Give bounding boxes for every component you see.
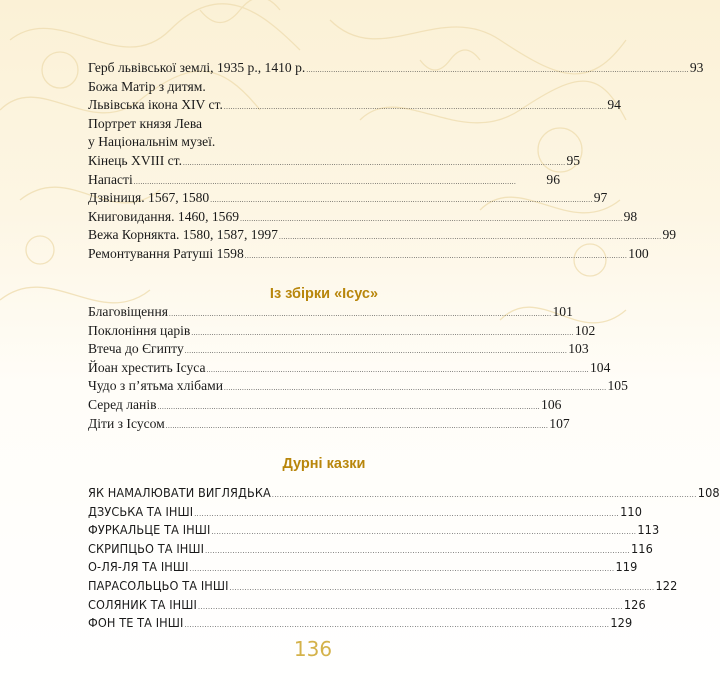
section-title-durni-kazky: Дурні казки [282,456,366,472]
entry-title: О-ЛЯ-ЛЯ ТА ІНШІ [88,559,189,575]
entry-page: 96 [546,171,560,187]
entry-page: 126 [623,596,646,612]
entry-title: Втеча до Єгипту [88,341,184,357]
dot-leader: .......................................................................................................................................................................... [306,66,689,74]
entry-title: Львівська ікона XIV ст. [88,97,223,113]
entry-title: ПАРАСОЛЬЦЬО ТА ІНШІ [88,577,229,593]
dot-leader: .......................................................................................................................................................................... [223,384,607,393]
entry-page: 93 [689,60,704,75]
entry-title: Книговидання. 1460, 1569 [88,208,240,224]
dot-leader: .......................................................................................................................................................................... [191,328,574,337]
toc-entry[interactable] [88,303,573,322]
toc-entry[interactable] [88,171,560,190]
entry-title: СОЛЯНИК ТА ІНШІ [88,596,197,612]
dot-leader: .......................................................................................................................................................................... [278,233,662,242]
toc-entry[interactable] [88,484,720,503]
entry-page: 105 [607,378,628,394]
toc-entry[interactable] [88,503,643,522]
entry-page: 98 [623,208,638,224]
toc-entry[interactable] [88,540,653,559]
dot-leader: .......................................................................................................................................................................... [194,509,620,518]
entry-title: Герб львівської землі, 1935 р., 1410 р. [88,60,306,75]
dot-leader: .......................................................................................................................................................................... [210,196,593,205]
toc-entry[interactable] [88,521,660,540]
entry-title: Вежа Корнякта. 1580, 1587, 1997 [88,227,278,243]
dot-leader: .......................................................................................................................................................................... [183,158,566,167]
toc-group-3 [88,484,720,633]
entry-page: 102 [574,322,596,338]
entry-title: ФОН ТЕ ТА ІНШІ [88,615,184,631]
entry-title: Чудо з п’ятьма хлібами [88,378,223,394]
toc-entry[interactable] [88,96,621,115]
entry-page: 119 [615,559,638,575]
toc-group-2 [88,303,628,433]
dot-leader: .......................................................................................................................................................................... [206,365,589,374]
toc-entry[interactable] [88,596,646,615]
entry-page: 116 [630,540,653,556]
entry-title: Благовіщення [88,304,168,319]
dot-leader: .......................................................................................................................................................................... [229,583,655,592]
entry-title: Поклоніння царів [88,322,191,338]
entry-page: 122 [655,577,678,593]
dot-leader: .......................................................................................................................................................................... [168,310,552,318]
dot-leader: .......................................................................................................................................................................... [271,491,697,499]
entry-title: ЯК НАМАЛЮВАТИ ВИГЛЯДЬКА [88,485,271,500]
dot-leader: .......................................................................................................................................................................... [205,546,630,555]
entry-title: Йоан хрестить Ісуса [88,359,206,375]
toc-entry[interactable] [88,614,633,633]
entry-title: Дзвіниця. 1567, 1580 [88,190,210,206]
entry-title: СКРИПЦЬО ТА ІНШІ [88,540,205,556]
entry-title: у Національнім музеї. [88,134,216,150]
toc-entry[interactable] [88,245,649,264]
entry-page: 99 [662,227,677,243]
entry-title: ДЗУСЬКА ТА ІНШІ [88,503,194,519]
entry-page: 104 [590,359,611,375]
dot-leader: .......................................................................................................................................................................... [223,103,607,112]
toc-entry-line[interactable] [88,115,560,134]
toc-entry[interactable] [88,396,560,415]
entry-title: Ремонтування Ратуші 1598 [88,245,244,261]
toc-entry[interactable] [88,340,589,359]
toc-entry[interactable] [88,558,638,577]
entry-page: 108 [697,485,720,500]
entry-title: Кінець XVIII ст. [88,152,182,168]
entry-page: 101 [552,304,573,319]
toc-entry-line[interactable] [88,133,560,152]
entry-title: Напасті [88,171,133,187]
dot-leader: .......................................................................................................................................................................... [165,421,549,430]
dot-leader: .......................................................................................................................................................................... [211,528,637,537]
entry-title: Серед ланів [88,396,157,412]
toc-entry-line[interactable] [88,78,560,97]
toc-entry[interactable] [88,322,596,341]
toc-entry[interactable] [88,152,581,171]
dot-leader: .......................................................................................................................................................................... [189,565,615,574]
dot-leader: .......................................................................................................................................................................... [133,177,517,186]
dot-leader: .......................................................................................................................................................................... [184,347,568,356]
entry-title: Портрет князя Лева [88,115,203,131]
entry-title: Діти з Ісусом [88,415,165,431]
entry-page: 107 [549,415,570,431]
toc-entry[interactable] [88,577,678,596]
section-title-isus: Із збірки «Ісус» [269,286,379,302]
toc-group-1 [88,59,704,264]
entry-page: 103 [568,341,589,357]
toc-entry[interactable] [88,415,570,434]
dot-leader: .......................................................................................................................................................................... [240,214,623,223]
dot-leader: .......................................................................................................................................................................... [244,251,628,260]
toc-entry[interactable] [88,208,638,227]
entry-title: ФУРКАЛЬЦЕ ТА ІНШІ [88,522,211,538]
page-number: 136 [293,637,333,661]
toc-entry[interactable] [88,189,608,208]
entry-page: 97 [593,190,608,206]
toc-entry[interactable] [88,226,677,245]
dot-leader: .......................................................................................................................................................................... [197,602,623,611]
entry-page: 129 [610,615,633,631]
dot-leader: .......................................................................................................................................................................... [184,621,610,630]
entry-title: Божа Матір з дитям. [88,78,206,94]
entry-page: 100 [628,245,649,261]
entry-page: 110 [620,503,643,519]
entry-page: 113 [637,522,660,538]
toc-entry[interactable] [88,59,704,78]
toc-entry[interactable] [88,377,628,396]
entry-page: 94 [607,97,621,113]
entry-page: 106 [541,396,562,412]
toc-entry[interactable] [88,359,611,378]
entry-page: 95 [566,152,581,168]
dot-leader: .......................................................................................................................................................................... [157,402,541,411]
